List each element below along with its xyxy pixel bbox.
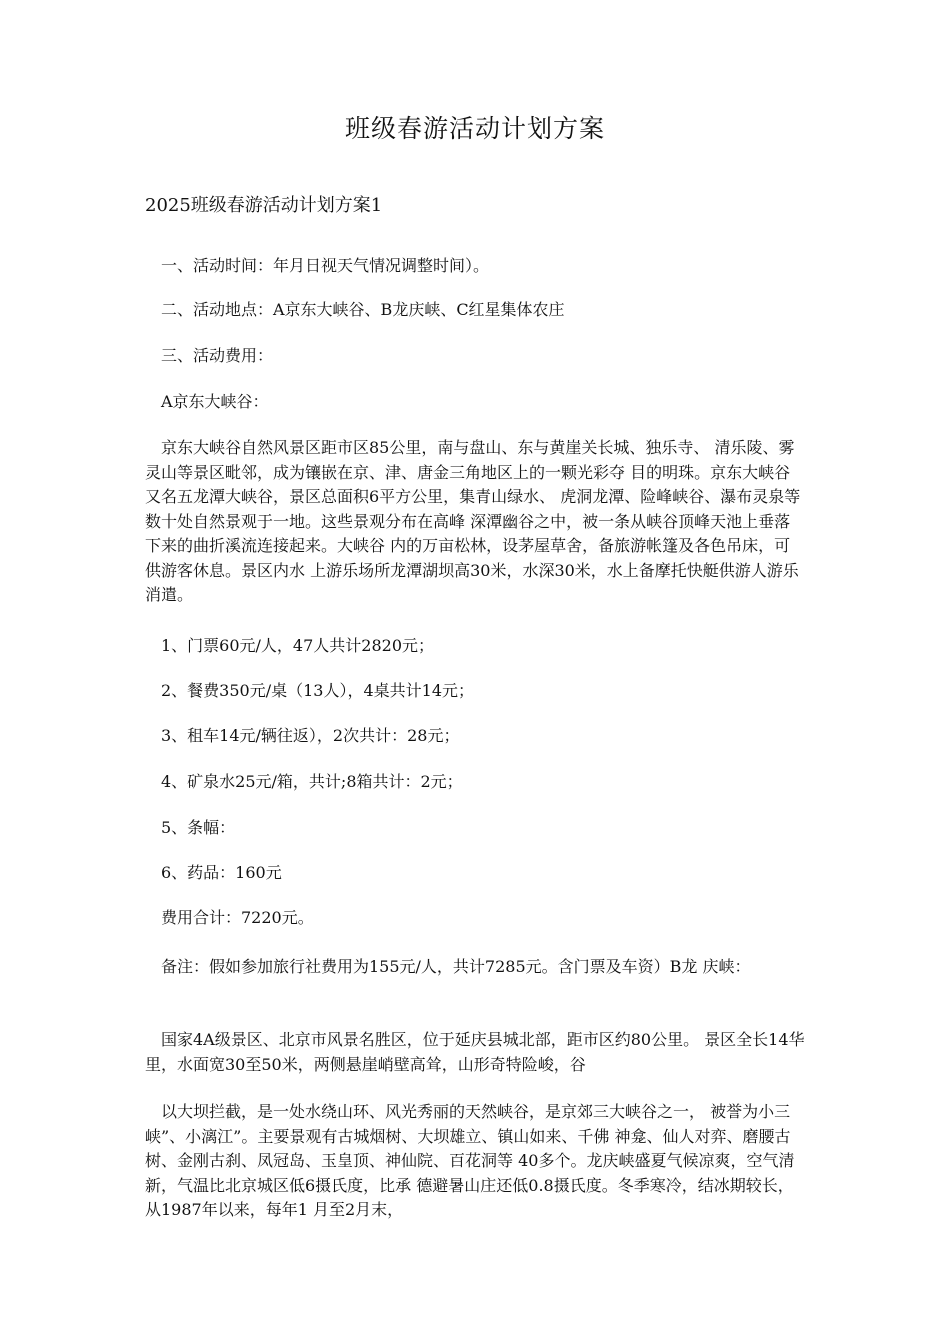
section-heading: 2025班级春游活动计划方案1 [145, 195, 383, 216]
note-paragraph: 备注：假如参加旅行社费用为155元/人，共计7285元。含门票及车资）B龙 庆峡： [161, 957, 751, 976]
cost-total: 费用合计：7220元。 [161, 908, 314, 927]
paragraph-longqing-gorge-2: 以大坝拦截，是一处水绕山环、风光秀丽的天然峡谷，是京郊三大峡谷之一， 被誉为小三峡”、小漓江”。主要景观有古城烟树、大坝雄立、镇山如来、千佛 神龛、仙人对弈、磨腰古树、金刚古刹、凤冠岛、玉皇顶、神仙院、百花洞等 40多个。龙庆峡盛夏气候凉爽，空气清新，气温比北京城区低6摄氏度，比承 德避暑山庄还低0.8摄氏度。冬季寒冷，结冰期较长，从1987年以来，每年1 月至2月末， [145, 1102, 795, 1219]
cost-item-banner: 5、条幅： [161, 818, 236, 837]
cost-item-medicine: 6、药品：160元 [161, 863, 282, 882]
activity-time: 一、活动时间：年月日视天气情况调整时间）。 [161, 256, 490, 275]
paragraph-longqing-gorge-1: 国家4A级景区、北京市风景名胜区，位于延庆县城北部，距市区约80公里。 景区全长14华里，水面宽30至50米，两侧悬崖峭壁高耸，山形奇特险峻，谷 [145, 1030, 805, 1074]
cost-item-ticket: 1、门票60元/人，47人共计2820元； [161, 636, 435, 655]
cost-item-water: 4、矿泉水25元/箱，共计;8箱共计：2元； [161, 772, 463, 791]
paragraph-jingdong-canyon: 京东大峡谷自然风景区距市区85公里，南与盘山、东与黄崖关长城、独乐寺、 清乐陵、雾灵山等景区毗邻，成为镶嵌在京、津、唐金三角地区上的一颗光彩夺 目的明珠。京东大峡谷又名五龙潭大峡谷，景区总面积6平方公里，集青山绿水、 虎洞龙潭、险峰峡谷、瀑布灵泉等数十处自然景观于一地。这些景观分布在高峰 深潭幽谷之中，被一条从峡谷顶峰天池上垂落下来的曲折溪流连接起来。大峡谷 内的万亩松林，设茅屋草舍，备旅游帐篷及各色吊床，可供游客休息。景区内水 上游乐场所龙潭湖坝高30米，水深30米，水上备摩托快艇供游人游乐消遣。 [145, 438, 801, 604]
document-title: 班级春游活动计划方案 [344, 114, 605, 143]
option-a-label: A京东大峡谷： [161, 392, 269, 411]
cost-item-bus: 3、租车14元/辆往返），2次共计：28元； [161, 726, 460, 745]
activity-cost-heading: 三、活动费用： [161, 346, 274, 365]
cost-item-meal: 2、餐费350元/桌（13人），4桌共计14元； [161, 681, 475, 700]
activity-place: 二、活动地点：A京东大峡谷、B龙庆峡、C红星集体农庄 [161, 300, 565, 319]
